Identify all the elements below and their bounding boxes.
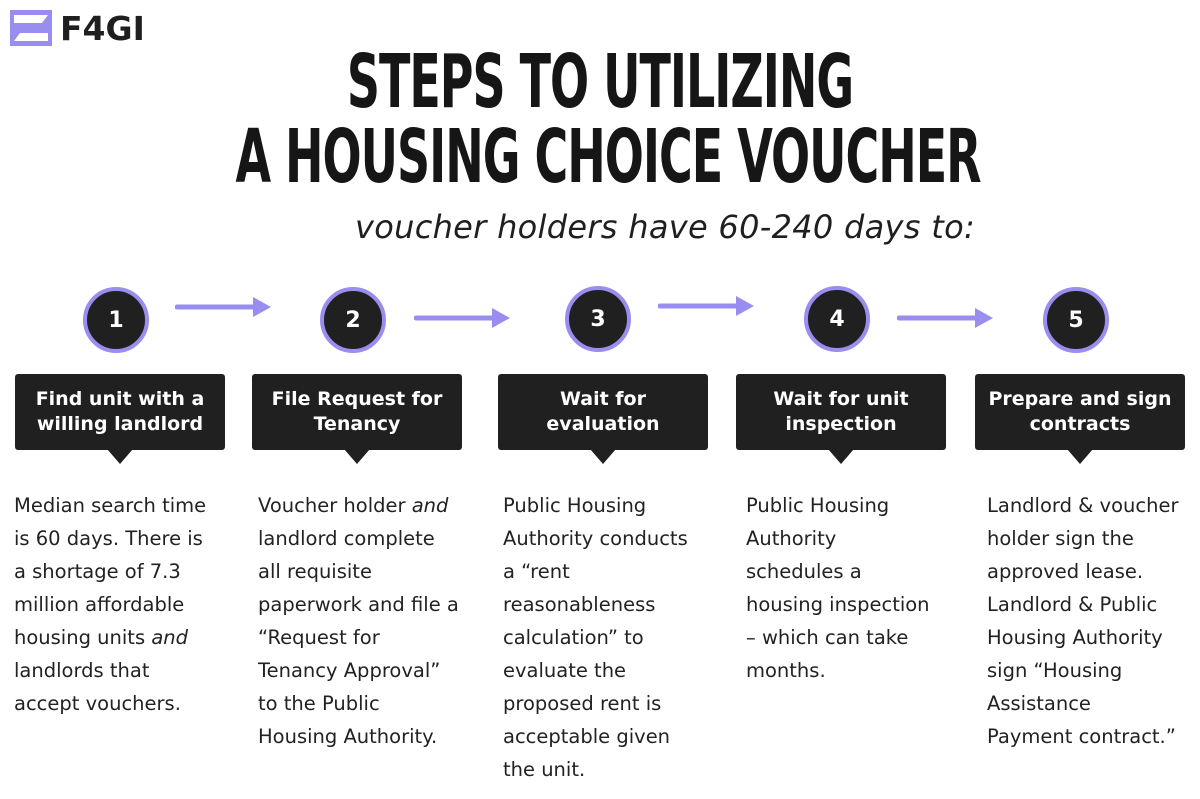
step-2-heading-box <box>252 374 462 450</box>
step-4-desc-part-a: Public Housing Authority schedules a housing inspection – which can take months. <box>746 494 930 682</box>
step-5-circle: 5 <box>1043 287 1109 353</box>
logo-text: F4GI <box>60 8 145 48</box>
page-title-line2: A HOUSING CHOICE VOUCHER <box>235 113 981 200</box>
step-2-desc-emphasis: and <box>411 494 449 517</box>
step-4-circle: 4 <box>804 286 870 352</box>
arrow-right-icon <box>414 306 514 330</box>
step-1-heading-box <box>15 374 225 450</box>
step-3-heading-box <box>498 374 708 450</box>
step-4-description <box>746 489 966 687</box>
step-1-desc-part-b: landlords that accept vouchers. <box>14 659 181 715</box>
step-4-heading: Wait for unit inspection <box>773 388 909 435</box>
arrow-right-icon <box>897 306 997 330</box>
page-title-line1: STEPS TO UTILIZING <box>346 38 854 125</box>
step-3-circle: 3 <box>565 286 631 352</box>
step-3-desc-part-a: Public Housing Authority conducts a “rent reasonableness calculation” to evaluate the proposed rent is acceptable given the unit. <box>503 494 688 781</box>
step-1-description <box>14 489 234 720</box>
step-2-desc-part-b: landlord complete all requisite paperwork and file a “Request for Tenancy Approval” to the Public Housing Authority. <box>258 527 459 748</box>
step-5-heading-box <box>975 374 1185 450</box>
step-4-heading-box <box>736 374 946 450</box>
step-3-description <box>503 489 723 786</box>
step-1-desc-part-a: Median search time is 60 days. There is a shortage of 7.3 million affordable housing units <box>14 494 207 649</box>
step-1-desc-emphasis: and <box>151 626 188 649</box>
arrow-right-icon <box>658 294 758 318</box>
step-5-desc-part-a: Landlord & voucher holder sign the approved lease. Landlord & Public Housing Authority sign “Housing Assistance Payment contract.” <box>987 494 1179 748</box>
step-2-circle: 2 <box>320 287 386 353</box>
subtitle: voucher holders have 60-240 days to: <box>355 208 976 246</box>
step-2-description <box>258 489 478 753</box>
step-1-heading: Find unit with a willing landlord <box>35 388 205 435</box>
step-1-circle: 1 <box>83 287 149 353</box>
step-5-heading: Prepare and sign contracts <box>988 388 1172 435</box>
arrow-right-icon <box>175 295 275 319</box>
step-3-heading: Wait for evaluation <box>546 388 660 435</box>
step-5-description <box>987 489 1200 753</box>
step-2-desc-part-a: Voucher holder <box>258 494 412 517</box>
step-2-heading: File Request for Tenancy <box>271 388 443 435</box>
